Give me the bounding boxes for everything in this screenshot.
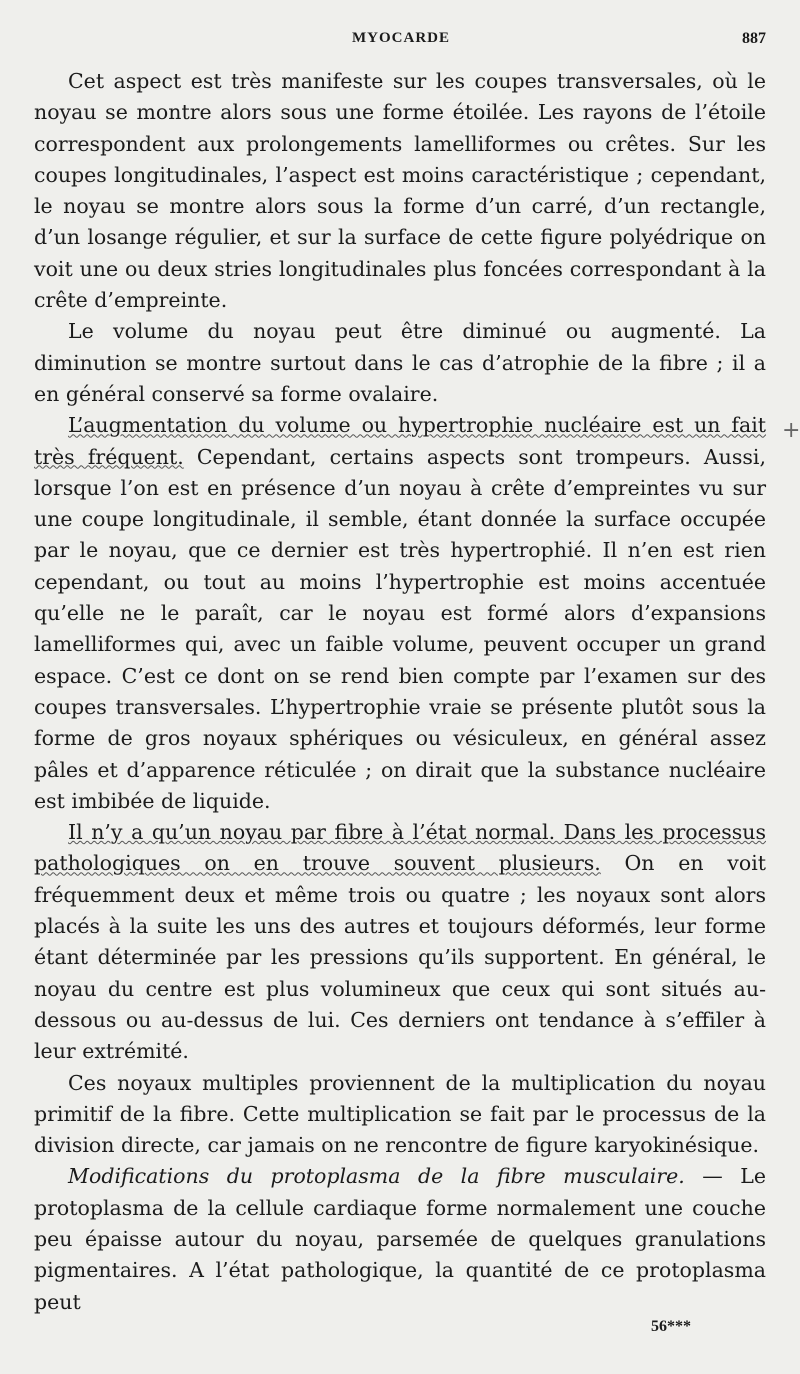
paragraph-1-text: Cet aspect est très manifeste sur les coupes transversales, où le noyau se montre alors sous une forme étoilée. Les rayons de l’étoile correspondent aux prolongements lamelliformes ou crêtes. Sur les coupes longitudinales, l’aspect est moins caractéristique ; cependant, le noyau se montre alors sous la forme d’un carré, d’un rectangle, d’un losange régulier, et sur la surface de cette figure polyédrique on voit une ou deux stries longitudinales plus foncées correspondant à la crête d’empreinte. [34,69,766,313]
paragraph-3-text: Cependant, certains aspects sont trompeurs. Aussi, lorsque l’on est en présence d’un noyau à crête d’empreintes vu sur une coupe longitudinale, il semble, étant donnée la surface occupée par le noyau, que ce dernier est très hypertrophié. Il n’en est rien cependant, ou tout au moins l’hypertrophie est moins accentuée qu’elle ne le paraît, car le noyau est formé alors d’expansions lamelliformes qui, avec un faible volume, peuvent occuper un grand espace. C’est ce dont on se rend bien compte par l’examen sur des coupes transversales. L’hypertrophie vraie se présente plutôt sous la forme de gros noyaux sphériques ou vésiculeux, en général assez pâles et d’apparence réticulée ; on dirait que la substance nucléaire est imbibée de liquide. [34,444,766,813]
signature-mark: 56*** [651,1318,691,1335]
paragraph-6-text: — Le protoplasma de la cellule cardiaque forme normalement une couche peu épaisse autour du noyau, parsemée de quelques granulations pigmentaires. A l’état pathologique, la quantité de ce protoplasma peut [34,1164,766,1314]
margin-annotation-mark: + [782,418,800,443]
paragraph-5 [34,1068,766,1162]
running-title: MYOCARDE [352,30,450,46]
section-heading-italic: Modifications du protoplasma de la fibre musculaire. [68,1164,685,1189]
running-head [0,30,800,54]
paragraph-2-text: Le volume du noyau peut être diminué ou augmenté. La diminution se montre surtout dans le cas d’atrophie de la fibre ; il a en général conservé sa forme ovalaire. [34,319,766,406]
paragraph-3-underlined: L’augmentation du volume ou hypertrophie nucléaire est un fait très fréquent. [34,413,766,469]
paragraph-3 [34,410,766,817]
page-number: 887 [742,30,766,47]
paragraph-4-text: On en voit fréquemment deux et même trois ou quatre ; les noyaux sont alors placés à la suite les uns des autres et toujours déformés, leur forme étant déterminée par les pressions qu’ils supportent. En général, le noyau du centre est plus volumineux que ceux qui sont situés au-dessous ou au-dessus de lui. Ces derniers ont tendance à s’effiler à leur extrémité. [34,851,766,1064]
paragraph-5-text: Ces noyaux multiples proviennent de la multiplication du noyau primitif de la fibre. Cette multiplication se fait par le processus de la division directe, car jamais on ne rencontre de figure karyokinésique. [34,1070,766,1158]
paragraph-4-underlined: Il n’y a qu’un noyau par fibre à l’état normal. Dans les processus pathologiques on en trouve souvent plusieurs. [34,820,766,876]
body-text [34,66,766,1318]
paragraph-1 [34,66,766,316]
paragraph-4 [34,817,766,1067]
paragraph-6 [34,1161,766,1317]
paragraph-2 [34,316,766,410]
